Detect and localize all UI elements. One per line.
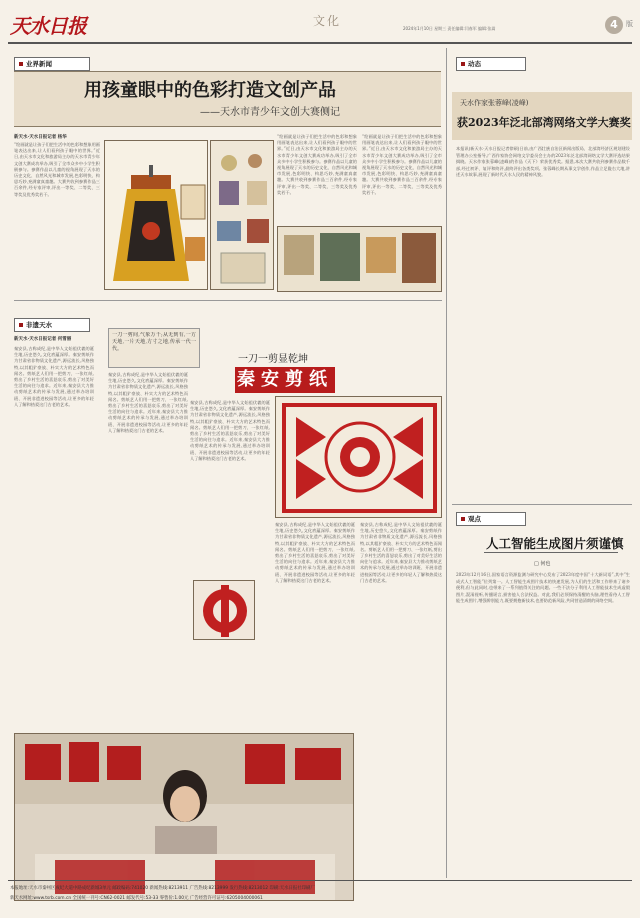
- article-body-col1: “绘画就是让孩子们把生活中的色彩和想象用画笔表达出来,让人们看到孩子眼中的世界。”近日,由天水市文化和旅游局主办的天水市青少年文创大赛成功举办,吸引了全市众多中小学生积极参与。参赛作品以儿童的视角展现了天水的历史文化、自然风光和城市发展,色彩明快、构思巧妙,充满童真童趣。大赛共收到参赛作品三百余件,经专家评审,评出一等奖、二等奖、三等奖及优秀奖若干。: [14, 142, 100, 197]
- opinion-byline: □ 何也: [534, 561, 551, 567]
- section-tag-industry-news: 业界新闻: [14, 57, 90, 71]
- article-subtitle: ——天水市青少年文创大赛侧记: [200, 107, 340, 118]
- heritage-byline: 新天水·天水日报记者 何雪丽: [14, 337, 72, 342]
- award-pretitle: 天水作家张蓉峰(凌峰): [460, 99, 529, 107]
- footer-line-1: 本报地址:天水市秦州区成纪大道中路成纪新城3单元 邮政编码:741020 新闻热线:8213911 广告热线:8213999 发行热线:8213012 印刷:天水日报社印刷厂: [10, 886, 315, 891]
- article-byline: 新天水·天水日报记者 杨华: [14, 135, 67, 140]
- section-tag-opinion: 观点: [456, 512, 526, 526]
- masthead-rule: [8, 42, 632, 44]
- page-number-badge: 4: [605, 16, 623, 34]
- heritage-kicker: 一刀一剪显乾坤: [238, 354, 308, 365]
- papercut-small-illustration: [194, 581, 255, 640]
- opinion-body: 2023年12月16日,国家语言资源监测与研究中心发布了2023年度中国“十大新词语”,其中“生成式人工智能”位列第一。人工智能生成图片技术的快速发展,为人们的生活和工作带来了诸多便利,但与此同时,也带来了一系列值得关注的问题。一些不法分子利用人工智能技术生成虚假图片,混淆视听,传播谣言,损害他人合法权益。对此,我们必须保持清醒的头脑,理性看待人工智能生成图片,增强辨别能力,既要拥抱新技术,也要防范新风险,共同营造清朗的网络空间。: [456, 572, 630, 604]
- heritage-body-col1: 秦安县,古称成纪,是中华人文始祖伏羲的诞生地,历史悠久,文化底蕴深厚。秦安剪纸作为甘肃省非物质文化遗产,源远流长,风格独特,以其粗犷豪放、朴实大方的艺术特色而闻名。剪纸艺人们用一把剪刀、一张红纸,剪出了乡村生活的喜怒哀乐,剪出了对美好生活的向往与追求。近年来,秦安县大力推动剪纸艺术的传承与发展,通过举办培训班、开展非遗进校园等活动,让更多的年轻人了解和热爱这门古老的艺术。: [14, 346, 94, 407]
- heritage-body-col4: 秦安县,古称成纪,是中华人文始祖伏羲的诞生地,历史悠久,文化底蕴深厚。秦安剪纸作为甘肃省非物质文化遗产,源远流长,风格独特,以其粗犷豪放、朴实大方的艺术特色而闻名。剪纸艺人们用一把剪刀、一张红纸,剪出了乡村生活的喜怒哀乐,剪出了对美好生活的向往与追求。近年来,秦安县大力推动剪纸艺术的传承与发展,通过举办培训班、开展非遗进校园等活动,让更多的年轻人了解和热爱这门古老的艺术。: [275, 522, 355, 583]
- heritage-quote-box: [108, 328, 200, 368]
- article-body-col3: “绘画就是让孩子们把生活中的色彩和想象用画笔表达出来,让人们看到孩子眼中的世界。”近日,由天水市文化和旅游局主办的天水市青少年文创大赛成功举办,吸引了全市众多中小学生积极参与。参赛作品以儿童的视角展现了天水的历史文化、自然风光和城市发展,色彩明快、构思巧妙,充满童真童趣。大赛共收到参赛作品三百余件,经专家评审,评出一等奖、二等奖、三等奖及优秀奖若干。: [362, 134, 442, 195]
- masthead: [8, 6, 632, 42]
- section-rule-1: [14, 300, 442, 301]
- issue-meta: 2024年1月10日 星期三 责任编辑:闫春军 编辑:张嵩: [403, 26, 496, 31]
- heritage-body-col2: 秦安县,古称成纪,是中华人文始祖伏羲的诞生地,历史悠久,文化底蕴深厚。秦安剪纸作为甘肃省非物质文化遗产,源远流长,风格独特,以其粗犷豪放、朴实大方的艺术特色而闻名。剪纸艺人们用一把剪刀、一张红纸,剪出了乡村生活的喜怒哀乐,剪出了对美好生活的向往与追求。近年来,秦安县大力推动剪纸艺术的传承与发展,通过举办培训班、开展非遗进校园等活动,让更多的年轻人了解和热爱这门古老的艺术。: [108, 372, 188, 433]
- section-tag-heritage: 非遗天水: [14, 318, 90, 332]
- papercut-small-artwork: [193, 580, 255, 640]
- display-artwork-illustration: [278, 227, 442, 292]
- award-body: 本报讯(新天水·天水日报记者徐硕)日前,由广西壮族自治区新闻出版局、北部湾经济区规划建设管理办公室指导,广西作家协会网络文学委员会主办的2023年泛北部湾网络文学大赛评选结果揭晓。天水作家张蓉峰(凌峰)的作品《天下》荣获优秀奖。据悉,本次大赛共收到参赛作品数千部,经过初评、复评和终评,最终评出各类奖项。张蓉峰长期从事文学创作,作品立足陇右大地,讲述天水故事,展现了新时代天水人民的精神风貌。: [456, 146, 630, 178]
- page-unit: 版: [626, 20, 633, 28]
- newspaper-logo: 天水日报: [10, 14, 86, 38]
- opinion-title: 人工智能生成图片须谨慎: [486, 536, 624, 551]
- opinion-title-underline: [484, 552, 618, 553]
- footer-line-2: 新天水网址:www.tsrb.com.cn 全国统一刊号:CN62-0021 邮发代号:53-33 零售价:1.00元 广告经营许可证号:6205004000061: [10, 896, 263, 901]
- artwork-photo-right: [277, 226, 442, 292]
- section-name: 文化: [313, 14, 342, 28]
- heritage-title: 秦安剪纸: [235, 367, 335, 393]
- column-divider: [446, 48, 447, 878]
- bags-artwork-illustration: [211, 141, 274, 290]
- papercut-artwork: [275, 396, 442, 518]
- dress-artwork-illustration: [105, 141, 208, 290]
- artist-illustration: [15, 734, 354, 901]
- article-body-col2: “绘画就是让孩子们把生活中的色彩和想象用画笔表达出来,让人们看到孩子眼中的世界。”近日,由天水市文化和旅游局主办的天水市青少年文创大赛成功举办,吸引了全市众多中小学生积极参与。参赛作品以儿童的视角展现了天水的历史文化、自然风光和城市发展,色彩明快、构思巧妙,充满童真童趣。大赛共收到参赛作品三百余件,经专家评审,评出一等奖、二等奖、三等奖及优秀奖若干。: [277, 134, 357, 195]
- papercut-illustration: [276, 397, 442, 518]
- heritage-body-col3: 秦安县,古称成纪,是中华人文始祖伏羲的诞生地,历史悠久,文化底蕴深厚。秦安剪纸作为甘肃省非物质文化遗产,源远流长,风格独特,以其粗犷豪放、朴实大方的艺术特色而闻名。剪纸艺人们用一把剪刀、一张红纸,剪出了乡村生活的喜怒哀乐,剪出了对美好生活的向往与追求。近年来,秦安县大力推动剪纸艺术的传承与发展,通过举办培训班、开展非遗进校园等活动,让更多的年轻人了解和热爱这门古老的艺术。: [190, 400, 270, 461]
- artist-photo: [14, 733, 354, 901]
- heritage-body-col5: 秦安县,古称成纪,是中华人文始祖伏羲的诞生地,历史悠久,文化底蕴深厚。秦安剪纸作为甘肃省非物质文化遗产,源远流长,风格独特,以其粗犷豪放、朴实大方的艺术特色而闻名。剪纸艺人们用一把剪刀、一张红纸,剪出了乡村生活的喜怒哀乐,剪出了对美好生活的向往与追求。近年来,秦安县大力推动剪纸艺术的传承与发展,通过举办培训班、开展非遗进校园等活动,让更多的年轻人了解和热爱这门古老的艺术。: [360, 522, 442, 583]
- article-title: 用孩童眼中的色彩打造文创产品: [84, 80, 336, 101]
- section-rule-2: [452, 504, 632, 505]
- heritage-quote: 一刀一剪间,气象万千;从无到有,一方天地,一片天地,方寸之地,传承一代一代。: [112, 332, 196, 352]
- section-tag-news: 动态: [456, 57, 526, 71]
- award-title: 获2023年泛北部湾网络文学大赛奖: [457, 116, 631, 129]
- artwork-photo-left: [104, 140, 208, 290]
- footer-rule: [8, 880, 632, 881]
- artwork-photo-middle: [210, 140, 274, 290]
